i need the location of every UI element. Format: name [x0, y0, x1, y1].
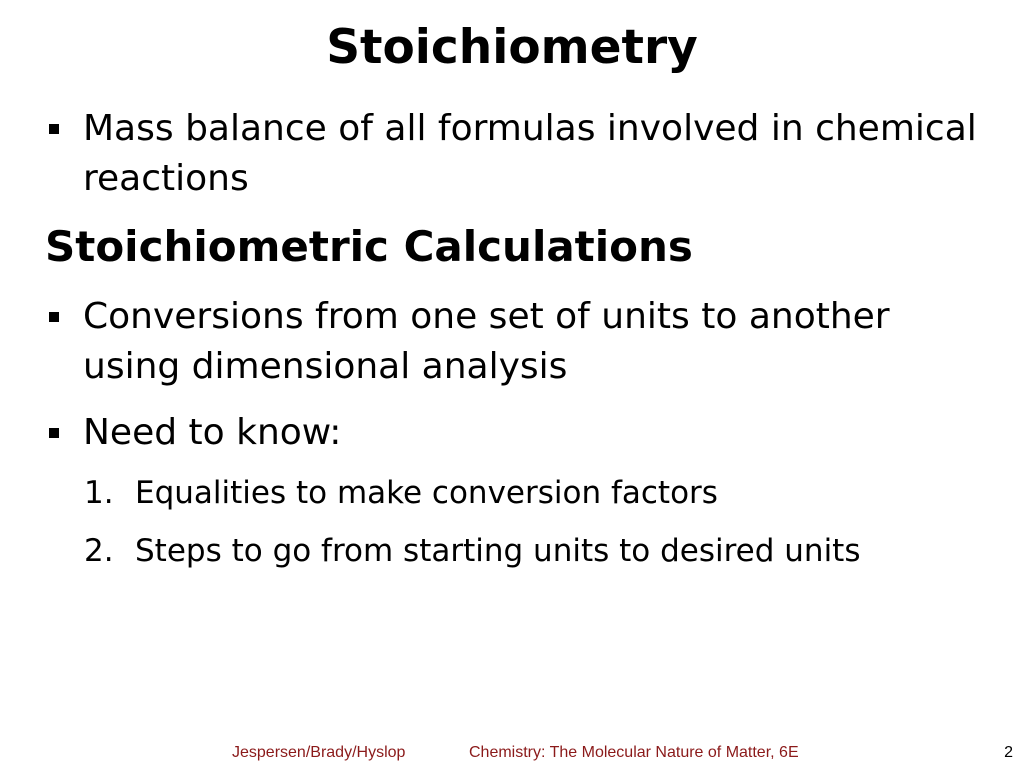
- numbered-item-text: Steps to go from starting units to desired units: [135, 533, 861, 569]
- square-bullet-icon: [49, 312, 59, 322]
- numbered-item-text: Equalities to make conversion factors: [135, 475, 718, 511]
- square-bullet-icon: [49, 124, 59, 134]
- square-bullet-icon: [49, 428, 59, 438]
- footer-book-title: Chemistry: The Molecular Nature of Matter, 6E: [469, 744, 799, 761]
- slide-title: Stoichiometry: [326, 20, 698, 75]
- bullet-text: Need to know:: [83, 412, 342, 453]
- section-heading: Stoichiometric Calculations: [45, 222, 693, 271]
- slide-footer: [0, 742, 1024, 764]
- bullet-text: Mass balance of all formulas involved in chemical reactions: [83, 108, 977, 199]
- list-number: 1.: [84, 475, 114, 511]
- bullet-text: Conversions from one set of units to another using dimensional analysis: [83, 296, 890, 387]
- list-number: 2.: [84, 533, 114, 569]
- footer-authors: Jespersen/Brady/Hyslop: [232, 744, 406, 761]
- page-number: 2: [1004, 744, 1013, 761]
